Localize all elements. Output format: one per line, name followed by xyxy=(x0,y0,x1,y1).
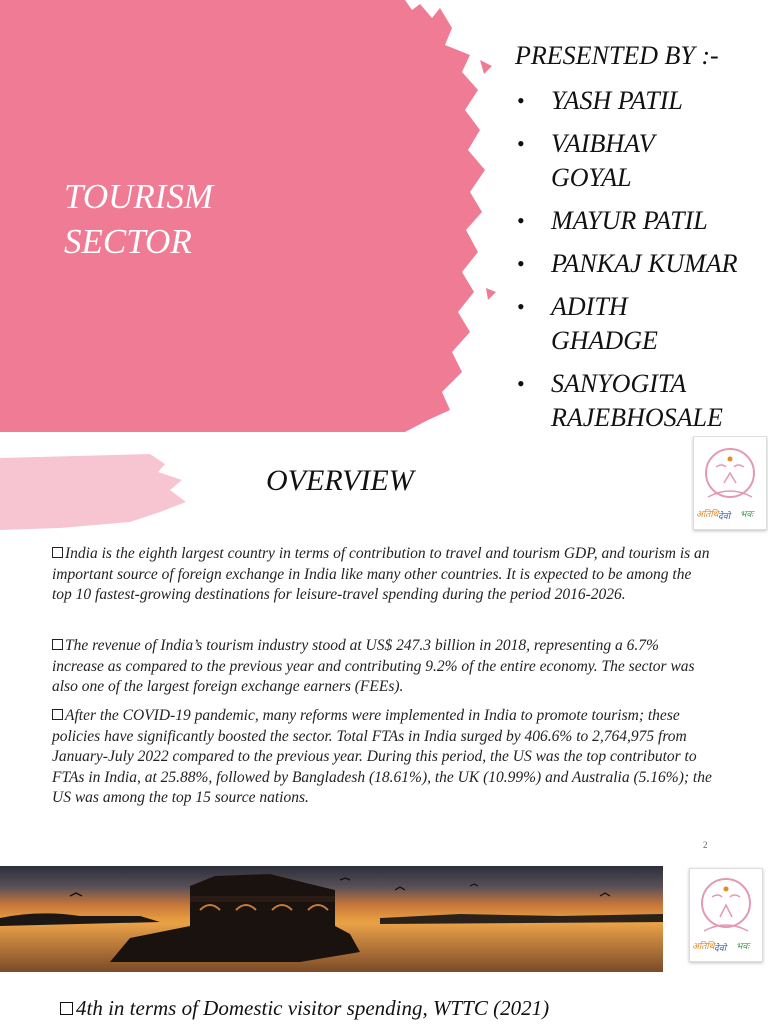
bottom-statement xyxy=(60,996,549,1021)
presenter-name: VAIBHAV xyxy=(551,129,655,158)
overview-paragraph-3: After the COVID-19 pandemic, many reforms were implemented in India to promote tourism; these policies have significantly boosted the sector. Total FTAs in India surged by 406.6% to 2,764,975 from January-July 2022 compared to the previous year. During this period, the US was the top contributor to FTAs in India, at 25.88%, followed by Bangladesh (18.61%), the UK (10.99%) and Australia (5.16%); the US was among the top 15 source nations. xyxy=(52,707,712,806)
bullet-icon: • xyxy=(517,371,525,396)
presenter-name-cont: GOYAL xyxy=(551,163,632,192)
checkbox-square-icon xyxy=(52,639,63,650)
namaste-face-icon xyxy=(690,869,762,961)
presenter-item xyxy=(515,84,765,118)
svg-text:देवो: देवो xyxy=(714,944,727,954)
title-slide xyxy=(0,0,768,432)
overview-slide xyxy=(0,436,768,856)
atithi-devo-bhava-logo xyxy=(693,436,767,530)
namaste-face-icon xyxy=(694,437,766,529)
overview-heading: OVERVIEW xyxy=(266,464,414,497)
svg-text:भवः: भवः xyxy=(740,510,754,520)
svg-text:देवो: देवो xyxy=(718,512,731,522)
presenter-item xyxy=(515,247,765,281)
presenter-name: YASH PATIL xyxy=(551,86,683,115)
presenter-item xyxy=(515,204,765,238)
bullet-icon: • xyxy=(517,88,525,113)
page-number: 2 xyxy=(703,840,708,850)
presenter-item xyxy=(515,367,765,432)
presenter-name-cont: RAJEBHOSALE xyxy=(551,403,723,432)
presenter-name: MAYUR PATIL xyxy=(551,206,708,235)
presenter-name-cont: GHADGE xyxy=(551,326,658,355)
slide-title xyxy=(64,174,213,264)
jal-mahal-photo xyxy=(0,866,663,972)
presenter-name: PANKAJ KUMAR xyxy=(551,249,738,278)
svg-text:अतिथि: अतिथि xyxy=(696,510,719,520)
svg-text:भवः: भवः xyxy=(736,942,750,952)
bullet-icon: • xyxy=(517,251,525,276)
bullet-icon: • xyxy=(517,131,525,156)
presenter-item xyxy=(515,127,765,195)
sunset-lake-photo xyxy=(0,866,663,972)
bullet-icon: • xyxy=(517,294,525,319)
atithi-devo-bhava-logo-2 xyxy=(689,868,763,962)
title-line-2: SECTOR xyxy=(64,222,192,261)
checkbox-square-icon xyxy=(52,709,63,720)
title-line-1: TOURISM xyxy=(64,177,214,216)
presenter-list xyxy=(515,84,765,432)
overview-paragraph-2: The revenue of India’s tourism industry stood at US$ 247.3 billion in 2018, representing a 6.7% increase as compared to the previous year and contributing 9.2% of the entire economy. The sector was also one of the largest foreign exchange earners (FEEs). xyxy=(52,637,695,695)
checkbox-square-icon xyxy=(60,1002,73,1015)
presenters-block xyxy=(515,40,765,432)
bullet-icon: • xyxy=(517,208,525,233)
checkbox-square-icon xyxy=(52,547,63,558)
presenter-name: ADITH xyxy=(551,292,628,321)
presenter-name: SANYOGITA xyxy=(551,369,687,398)
svg-text:अतिथि: अतिथि xyxy=(692,942,715,952)
light-brush-stroke xyxy=(0,450,200,530)
bottom-statement-text: 4th in terms of Domestic visitor spending, WTTC (2021) xyxy=(76,996,550,1020)
presenter-item xyxy=(515,290,765,358)
presented-by-heading: PRESENTED BY :- xyxy=(515,41,719,70)
overview-paragraph-1: India is the eighth largest country in terms of contribution to travel and tourism GDP, and tourism is an important source of foreign exchange in India like many other countries. It is expected to be among the top 10 fastest-growing destinations for leisure-travel spending during the period 2016-2026. xyxy=(52,545,710,603)
